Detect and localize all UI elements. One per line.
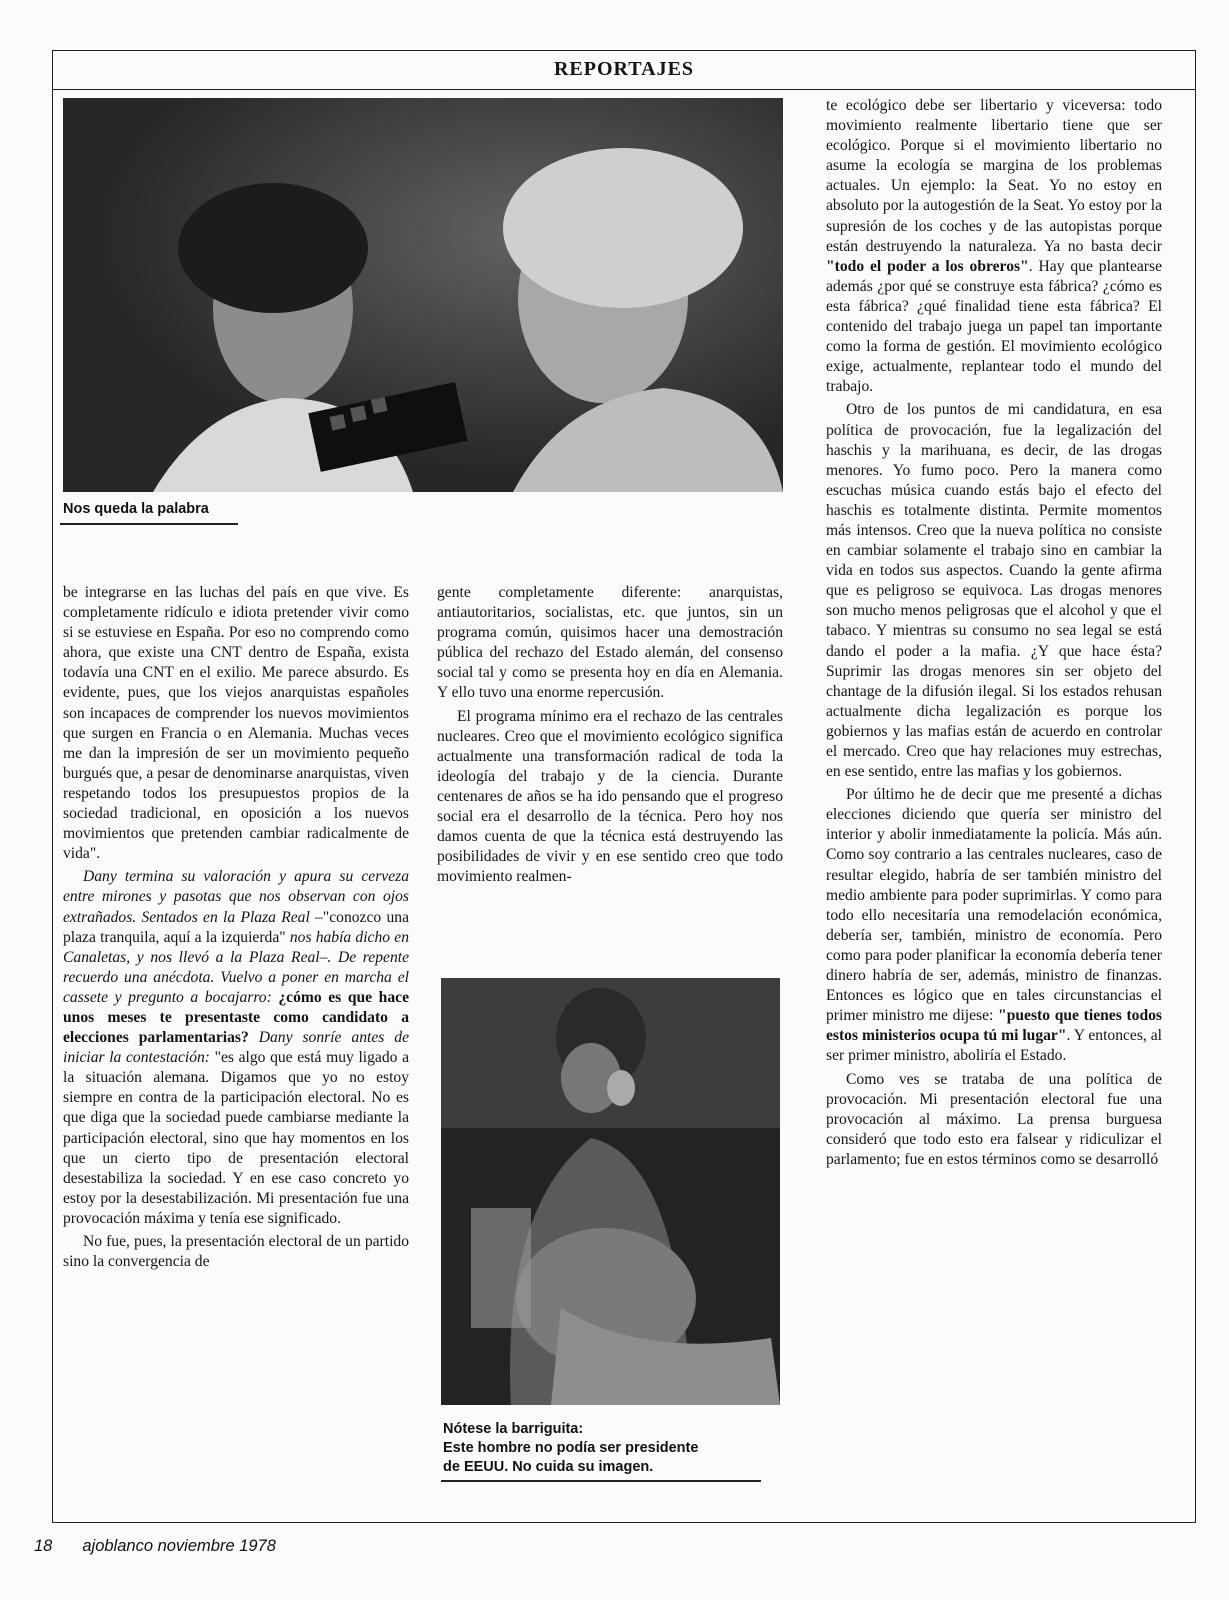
caption-line: Nótese la barriguita: <box>443 1421 584 1437</box>
paragraph <box>63 867 409 1229</box>
text-span: . Y entonces, al ser primer ministro, aboliría el Estado. <box>826 1027 1162 1065</box>
bold-quote: "puesto que tienes todos estos ministerios ocupa tú mi lugar" <box>826 1007 1162 1045</box>
paragraph: Como ves se trataba de una política de provocación. Mi presentación electoral fue una provocación al máximo. La prensa burguesa consideró que todo esto era falsear y ridiculizar el parlamento; fue en estos términos como se desarrolló <box>826 1070 1162 1168</box>
publication-line: ajoblanco noviembre 1978 <box>82 1537 276 1555</box>
paragraph: gente completamente diferente: anarquistas, antiautoritarios, socialistas, etc. que juntos, sin un programa común, quisimos hacer una demostración pública del rechazo del Estado alemán, del consenso social tal y como se presenta hoy en día en Alemania. Y ello tuvo una enorme repercusión. <box>437 584 783 702</box>
text-span: te ecológico debe ser libertario y viceversa: todo movimiento realmente libertario tiene que ser ecológico. Porque si el movimiento libertario no asume la ecología se margina de los problemas actuales. Un ejemplo: la Seat. Yo no estoy en absoluto por la autogestión de la Seat. Yo estoy por la supresión de los coches y de las autopistas porque están destruyendo la naturaleza. Ya no basta decir <box>826 97 1162 255</box>
caption-rule <box>60 523 238 525</box>
caption-line: de EEUU. No cuida su imagen. <box>443 1459 654 1475</box>
section-header <box>52 50 1196 90</box>
article-column-1 <box>63 583 409 1275</box>
paragraph <box>826 785 1162 1066</box>
section-title: REPORTAJES <box>553 58 695 80</box>
photo-image <box>441 978 780 1405</box>
photo1-caption: Nos queda la palabra <box>63 501 209 517</box>
paragraph: El programa mínimo era el rechazo de las centrales nucleares. Creo que el movimiento ecológico significa actualmente una transformación radical de toda la ideología del trabajo y de la ciencia. Durante centenares de años se ha ido pensando que el progreso social era el desarrollo de la técnica. Pero hoy nos damos cuenta de que la técnica está destruyendo las posibilidades de vivir y en ese sentido creo que todo movimiento realmen- <box>437 707 783 886</box>
italic-text: nos había dicho en Canaletas, y nos llevó a la Plaza Real–. De repente recuerdo una anécdota. Vuelvo a poner en marcha el cassete y pregunto a bocajarro: <box>63 928 409 1006</box>
text-span: –"conozco una plaza tranquila, aquí a la izquierda" <box>63 908 409 946</box>
paragraph: Otro de los puntos de mi candidatura, en esa política de provocación, fue la legalización del haschis y la marihuana, es decir, de las drogas menores. Yo fumo poco. Pero la manera como escuchas música cuando estás bajo el efecto del haschis es totalmente distinta. Permite momentos más intensos. Creo que la nueva política no consiste en cambiar solamente el trabajo sino en cambiar la vida en todos sus aspectos. Cuando la gente afirma que es peligroso se equivoca. Las drogas menores son mucho menos peligrosas que el alcohol y que el tabaco. Y mientras su consumo no sea legal se está dando el poder a la mafia. ¿Y que hace ésta? Suprimir las drogas menores sin ser objeto del chantage de la difusión ilegal. Si los estados rehusan actualmente dicha legalización es porque los gobiernos y las mafias están de acuerdo en controlar el mercado. Creo que hay relaciones muy estrechas, en ese sentido, entre las mafias y los gobiernos. <box>826 401 1162 781</box>
article-column-3 <box>826 96 1162 1173</box>
page-number: 18 <box>34 1537 53 1555</box>
italic-text: Dany sonríe antes de iniciar la contestación: <box>63 1029 409 1067</box>
page-footer <box>34 1537 276 1556</box>
bold-question: ¿cómo es que hace unos meses te presentaste como candidato a elecciones parlamentarias? <box>63 988 409 1047</box>
italic-text: Dany termina su valoración y apura su cerveza entre mirones y pasotas que nos observan con ojos extrañados. Sentados en la Plaza Real <box>63 868 409 926</box>
photo-two-men <box>63 98 783 492</box>
text-span: "es algo que está muy ligado a la situación alemana. Digamos que yo no estoy siempre en contra de la participación electoral. No es que diga que la sociedad puede cambiarse mediante la participación electoral, sino que hay momentos en los que un cierto tipo de presentación electoral desestabiliza la sociedad. Y en ese caso concreto yo estoy por la desestabilización. Mi presentación fue una provocación máxima y tenía ese significado. <box>63 1049 409 1227</box>
paragraph: No fue, pues, la presentación electoral de un partido sino la convergencia de <box>63 1233 409 1271</box>
photo-man-seated <box>441 978 780 1405</box>
photo-image <box>63 98 783 492</box>
bold-quote: "todo el poder a los obreros" <box>826 257 1029 275</box>
text-span: . Hay que plantearse además ¿por qué se construye esta fábrica? ¿cómo es esta fábrica? ¿qué finalidad tiene esta fábrica? El contenido del trabajo juega un papel tan importante como la forma de gestión. El movimiento ecológico exige, actualmente, replantear todo el mundo del trabajo. <box>826 257 1162 396</box>
caption-rule <box>441 1480 761 1482</box>
text-span: Por último he de decir que me presenté a dichas elecciones diciendo que quería ser ministro del interior y abolir inmediatamente la policía. Más aún. Como soy contrario a las centrales nucleares, caso de resultar elegido, habría de ser también ministro del medio ambiente para poder suprimirlas. Y como para todo ello necesitaría una remodelación económica, debería ser, también, ministro de economía. Pero como para poder planificar la economía debería tener dinero habría de ser, además, ministro de finanzas. Entonces es lógico que en tales circunstancias el primer ministro me dijese: <box>826 786 1162 1025</box>
photo2-caption <box>443 1420 698 1477</box>
caption-line: Este hombre no podía ser presidente <box>443 1440 699 1456</box>
paragraph <box>826 96 1162 397</box>
paragraph: be integrarse en las luchas del país en que vive. Es completamente ridículo e idiota pretender vivir como si se estuviese en España. Por eso no comprendo como ahora, que existe una CNT dentro de España, exista todavía una CNT en el exilio. Me parece absurdo. Es evidente, pues, que los viejos anarquistas españoles son incapaces de comprender los nuevos movimientos que surgen en Francia o en Alemania. Muchas veces me dan la impresión de ser un movimiento pequeño burgués que, a pesar de denominarse anarquistas, viven respetando todos los presupuestos propios de la sociedad tradicional, en oposición a los nuevos movimientos que pretenden cambiar radicalmente de vida". <box>63 584 409 863</box>
article-column-2 <box>437 583 783 890</box>
